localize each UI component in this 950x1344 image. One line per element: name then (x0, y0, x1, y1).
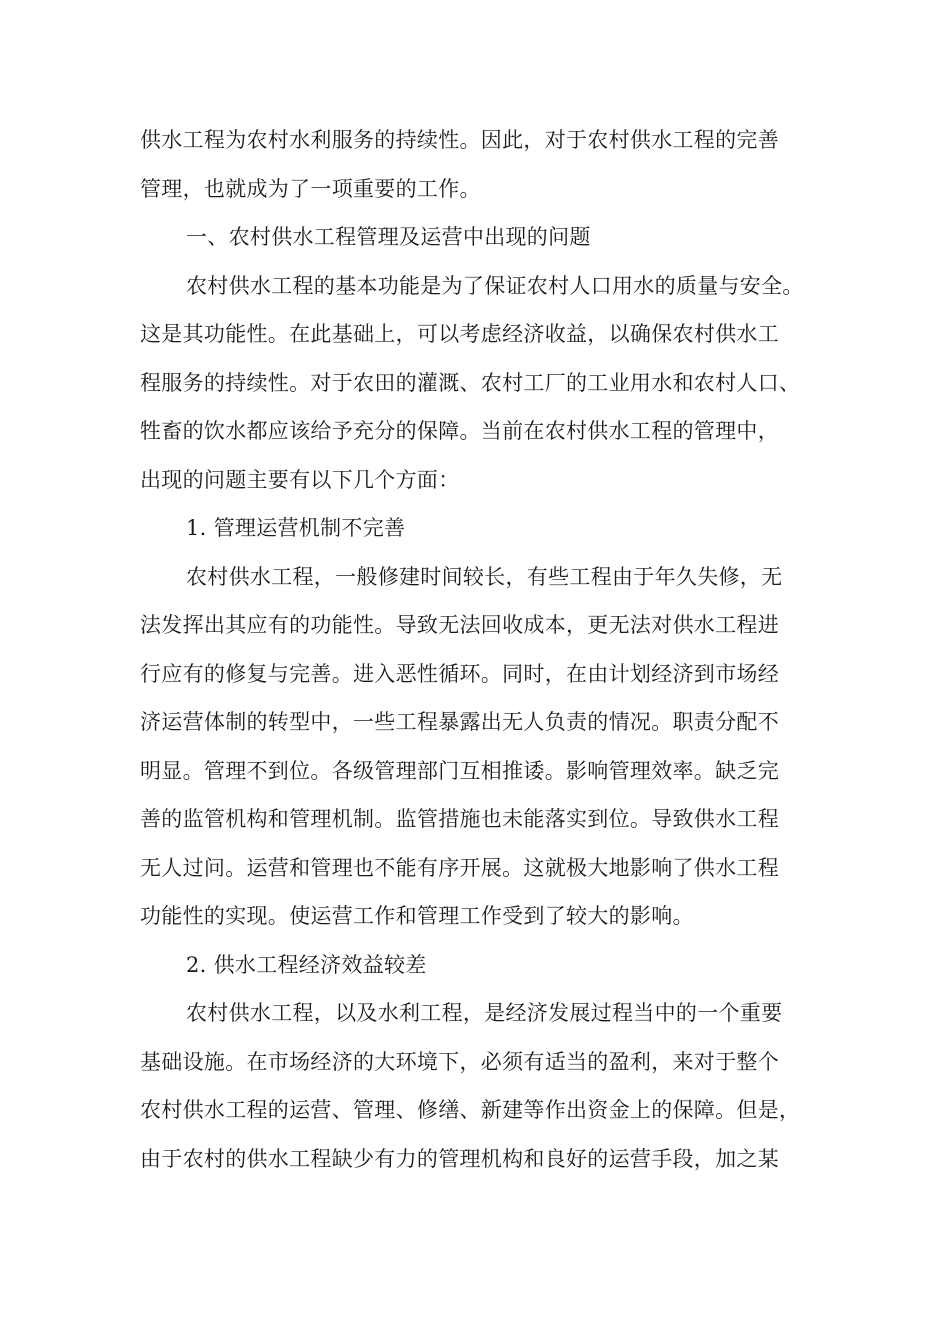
text-line: 农村供水工程，以及水利工程，是经济发展过程当中的一个重要 (186, 1001, 783, 1025)
text-line: 这是其功能性。在此基础上，可以考虑经济收益，以确保农村供水工 (140, 322, 779, 346)
text-line: 法发挥出其应有的功能性。导致无法回收成本，更无法对供水工程进 (140, 613, 779, 637)
text-line: 农村供水工程的基本功能是为了保证农村人口用水的质量与安全。 (186, 273, 804, 298)
text-line: 供水工程为农村水利服务的持续性。因此，对于农村供水工程的完善 (140, 128, 779, 152)
text-line: 程服务的持续性。对于农田的灌溉、农村工厂的工业用水和农村人口、 (140, 370, 801, 395)
text-line: 一、农村供水工程管理及运营中出现的问题 (186, 225, 591, 249)
text-line: 管理，也就成为了一项重要的工作。 (140, 176, 481, 201)
text-line: 2. 供水工程经济效益较差 (186, 952, 427, 977)
text-line: 农村供水工程，一般修建时间较长，有些工程由于年久失修，无 (186, 564, 783, 589)
document-body (140, 116, 830, 1183)
text-line: 善的监管机构和管理机制。监管措施也未能落实到位。导致供水工程 (140, 807, 779, 831)
text-line: 1. 管理运营机制不完善 (186, 516, 406, 540)
text-line: 基础设施。在市场经济的大环境下，必须有适当的盈利，来对于整个 (140, 1049, 779, 1074)
text-line: 牲畜的饮水都应该给予充分的保障。当前在农村供水工程的管理中， (140, 419, 779, 443)
text-line: 出现的问题主要有以下几个方面： (140, 467, 460, 492)
text-line: 明显。管理不到位。各级管理部门互相推诿。影响管理效率。缺乏完 (140, 758, 779, 783)
text-line: 济运营体制的转型中，一些工程暴露出无人负责的情况。职责分配不 (140, 710, 779, 734)
text-line: 无人过问。运营和管理也不能有序开展。这就极大地影响了供水工程 (140, 855, 779, 880)
text-line: 功能性的实现。使运营工作和管理工作受到了较大的影响。 (140, 904, 694, 928)
text-line: 农村供水工程的运营、管理、修缮、新建等作出资金上的保障。但是， (140, 1098, 801, 1122)
text-line: 行应有的修复与完善。进入恶性循环。同时，在由计划经济到市场经 (140, 661, 779, 686)
text-line: 由于农村的供水工程缺少有力的管理机构和良好的运营手段，加之某 (140, 1146, 779, 1171)
